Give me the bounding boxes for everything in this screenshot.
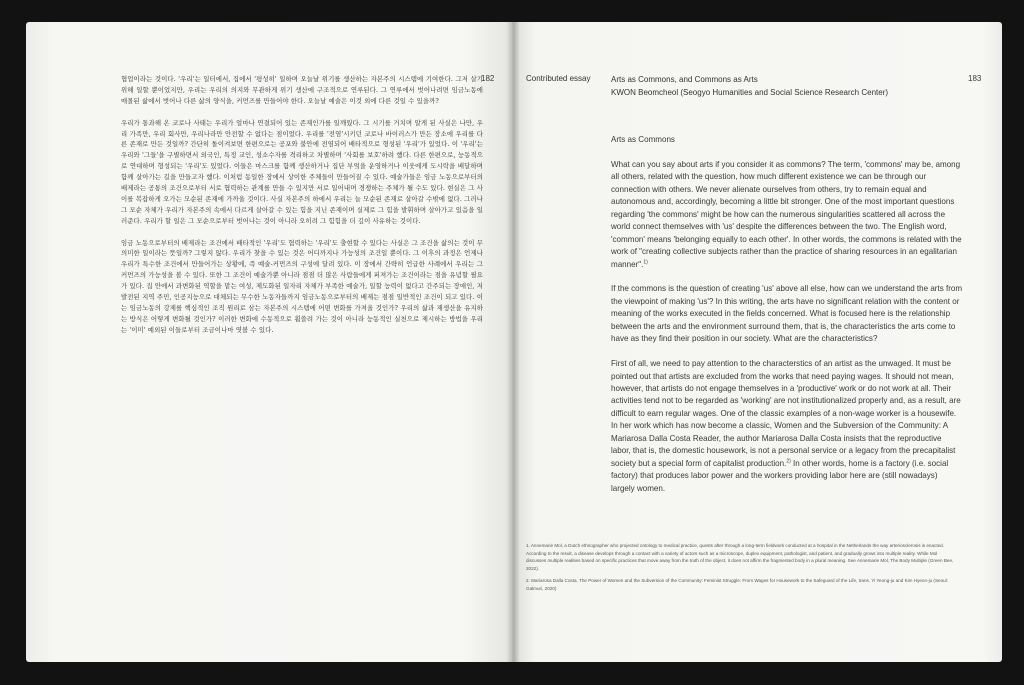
footnote-marker: 2) (786, 458, 791, 465)
essay-header (611, 74, 888, 99)
right-page-number: 183 (968, 74, 982, 83)
paragraph-text: In other words, home is a factory (i.e. social factory) that produces labor power and the workers providing labor here are (still nowadays) largely women. (611, 458, 949, 493)
korean-paragraph: 임금 노동으로부터의 배제라는 조건에서 배타적인 '우리'도 협력하는 '우리'도 출현할 수 있다는 사실은 그 조건을 삶의는 것이 무의미한 일이라는 뜻일까? 그렇지 않다. 우리가 찾을 수 있는 것은 어디까지나 가능성의 조건일 뿐이다. 그 이후의 과정은 언제나 우리가 특수한 조건에서 만들어가는 상황에, 즉 예술-커먼즈의 구성에 달려 있다. 이 장에서 간략히 언급한 사례에서 우리는 그 커먼즈의 가능성을 볼 수 있다. 또한 그 조건이 예술가뿐 아니라 점점 더 많은 사람들에게 퍼져가는 조건이라는 점을 유념할 필요가 있다. 집 안에서 과변화된 역할을 맡는 여성, 제도화된 일자리 자체가 부족한 예술가, 일할 능력이 없다고 간주되는 장애인, 저발전된 지역 주민, 인공지능으로 대체되는 무수한 노동자들까지 임금노동으로부터의 배제는 점점 일반적인 조건이 되고 있다. 이는 임금노동의 강제를 핵심적인 조직 원리로 삼는 자본주의 시스템에 어떤 변화를 가져올 것인가? 우리의 삶과 재생산을 유지하는 방식은 어떻게 변화될 것인가? 이러한 변화에 수동적으로 휩쓸려 가는 것이 아니라 능동적인 실천으로 제시하는 방법을 우리는 '이미' 예외된 이들로부터 조금이나마 엿볼 수 있다. (121, 238, 483, 334)
book-spread (26, 22, 1002, 662)
paragraph (611, 283, 963, 345)
footnote-marker: 1) (643, 258, 648, 265)
left-page-number: 182 (481, 74, 495, 83)
korean-paragraph: 우리가 통과해 온 코로나 사태는 우리가 얼마나 연결되어 있는 존재인가를 일깨웠다. 그 시기를 거치며 알게 된 사실은 나만, 우리 가족만, 우리 회사만, 우리나라만 안전할 수 없다는 점이었다. 우리를 '전염'시키던 코로나 바이러스가 만든 장소에 우리를 다른 존재로 만든 것일까? 간단히 돌이켜보면 한편으로는 공포와 불안에 전염되어 배타적으로 형성된 '우리'가 있었다. 이 '우리'는 우리와 '그들'을 구별하면서 외국인, 특정 교인, 성소수자를 격리하고 차별하며 '사회를 보호'하려 했다. 다른 한편으로, 능동적으로 연대하며 형성되는 '우리'도 있었다. 이들은 마스크를 함께 생산하거나 집단 부엌을 운영하거나 이웃에게 도시락을 배달하며 함께 살아가는 길을 만들고자 했다. 이처럼 동일한 장에서 상이한 주체들이 만들어질 수 있다. 예술가들은 임금 노동으로부터의 배제라는 공통의 조건으로부터 서로 협력하는 관계를 만들 수 있지만 서로 일어내며 경쟁하는 주체가 될 수도 있다. 현실은 그 사이를 복잡하게 오가는 모순된 존재에 가까울 것이다. 사실 자본주의 하에서 우리는 늘 모순된 존재로 살아갈 수밖에 없다. 그러나 그 모순 자체가 우리가 자본주의 속에서 다르게 살아갈 수 있는 힘을 지닌 존재이며 실제로 그 힘을 발휘하며 살아가고 있음을 일러준다. 우리가 할 일은 그 모순으로부터 벗어나는 것이 아니라 오히려 그 힘힘을 더 깊이 사유하는 것이다. (121, 118, 483, 225)
right-page (512, 22, 1002, 662)
english-body-text (611, 134, 963, 508)
left-page (26, 22, 512, 662)
section-label: Contributed essay (526, 74, 591, 83)
subheading: Arts as Commons (611, 135, 675, 144)
korean-paragraph: 협업이라는 것이다. '우리'는 일터에서, 집에서 '평성히' 일하며 오늘날 위기를 생산하는 자본주의 시스템에 기여한다. 그저 살기 위해 일할 뿐이었지만, 우리는 우리의 의지와 무관하게 위기 생산에 구조적으로 연루된다. 그 연루에서 벗어나려면 임금노동에 매몰된 삶에서 벗어나 다른 삶의 양식을, 커먼즈를 만들어야 한다. 오늘날 예술은 이것 외에 다른 것일 수 있을까? (121, 75, 483, 105)
paragraph-text: First of all, we need to pay attention to the characterstics of an artist as the unwaged. It must be pointed out that artists are excluded from the works that need paying wages. It should not mean, however, that artists do not engage themselves in a 'productive' work or do not work at all. Their activities tend not to be regarded as 'working' are not institutionalized properly and, as a result, are difficult to earn regular wages. One of the classic examples of a non-wage worker is a housewife. In her work which has now become a classic, Women and the Subversion of the Community: A Mariarosa Dalla Costa Reader, the author Mariarosa Dalla Costa insists that the reproductive labor, that is, the domestic housework, is not a personal service or a legacy from the precapitalist society but a special form of capitalist production. (611, 359, 961, 468)
footnote: 1. Annemarie Mol, a Dutch ethnographer who projected ontology to medical practice, quests after through a long-term fieldwork conducted at a hospital in the Netherlands the way arteriosclerosis is enacted. According to the result, a disease develops through a contact with a variety of actors such as a microscope, duplex equipment, pathologist, and patient, and gradually grows into multiple reality. While Mol discusses multiple realities based on specific practices that move away from the truth of the object, it does not affirm the fragmented body in a plural meaning. See Annemarie Mol, The Body Multiple (Green Bee, 2022). (526, 543, 954, 571)
paragraph-text: If the commons is the question of creating 'us' above all else, how can we understand the arts from the viewpoint of making 'us'? In this writing, the arts have no significant relation with the content or meaning of the works executed in the fields concerned. What is focused here is the relationship between the arts and the environment surround them, that is, the characteristics the arts come to have as they find their position in our society. What are the characteristics? (611, 284, 963, 344)
footnote: 2. Mariarosa Dalla Costa, The Power of Women and the Subversion of the Community: Feminist Struggle: From Wages for Housework to the Safeguard of the Life, trans. Yi Yeong-ju and Kim Hyeon-ju (Seoul: Galmuri, 2020) (526, 578, 948, 591)
essay-author: KWON Beomcheol (Seogyo Humanities and Social Science Research Center) (611, 87, 889, 97)
paragraph (611, 358, 963, 495)
korean-body-text (121, 74, 483, 347)
paragraph (611, 159, 963, 271)
essay-title: Arts as Commons, and Commons as Arts (611, 75, 758, 84)
paragraph-text: What can you say about arts if you consider it as commons? The term, 'commons' may be, among all others, related with the question, how much different existence we can be through our connection with others. We never alienate ourselves from others, try to remain equal and autonomous and, accordingly, becoming a little bit stronger. One of the most important questions regarding 'the commons' might be how can the numerous singularities scattered all across the world connect themselves with 'us' despite the differences between the two. The English word, 'common' means 'belonging equally to each other'. In other words, the commons is related with the work of "creating collective subjects rather than the practice of sharing resources in an egalitarian manner". (611, 159, 962, 269)
footnotes (526, 542, 956, 598)
